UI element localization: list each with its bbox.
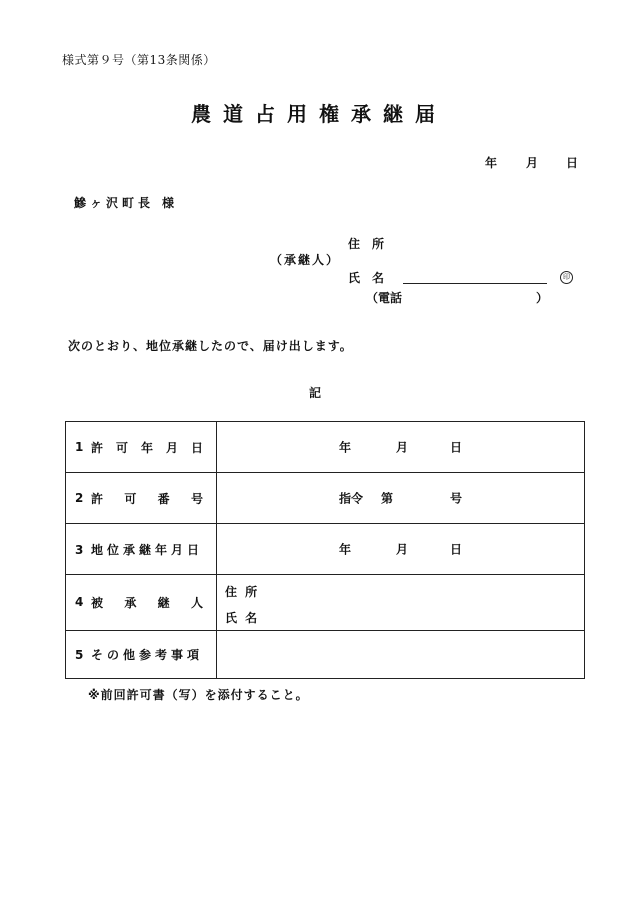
attachment-note: ※前回許可書（写）を添付すること。 xyxy=(88,688,309,702)
addressee-honorific: 様 xyxy=(162,196,179,210)
successor-field[interactable] xyxy=(217,575,585,631)
row-label: 1 許 可 年 月 日 xyxy=(66,422,217,473)
row-label: 5 その他参考事項 xyxy=(66,631,217,679)
date-month-label: 月 xyxy=(526,156,539,170)
successor-address-label: 住 所 xyxy=(225,585,260,599)
row-label: 3 地位承継年月日 xyxy=(66,524,217,575)
date-day-label: 日 xyxy=(566,156,579,170)
date-year-label: 年 xyxy=(485,156,498,170)
details-table xyxy=(65,421,585,679)
form-number: 様式第９号（第13条関係） xyxy=(62,53,216,67)
table-row xyxy=(66,473,585,524)
seal-mark-icon: 印 xyxy=(560,271,573,284)
table-row xyxy=(66,524,585,575)
applicant-name-label: 氏 名 xyxy=(348,271,385,285)
name-signature-line xyxy=(403,283,547,284)
applicant-address-label: 住 所 xyxy=(348,237,385,251)
document-title: 農道占用権承継届 xyxy=(191,102,447,126)
table-row xyxy=(66,631,585,679)
row-label: 2 許 可 番 号 xyxy=(66,473,217,524)
addressee xyxy=(74,194,178,211)
permit-number-field[interactable]: 指令 第 号 xyxy=(217,473,585,524)
permit-date-field[interactable]: 年 月 日 xyxy=(217,422,585,473)
addressee-name: 鰺ヶ沢町長 xyxy=(74,196,155,210)
phone-label: （電話 xyxy=(366,291,403,305)
successor-name-label: 氏 名 xyxy=(225,611,260,625)
table-row xyxy=(66,575,585,631)
other-notes-field[interactable] xyxy=(217,631,585,679)
table-row xyxy=(66,422,585,473)
succession-date-field[interactable]: 年 月 日 xyxy=(217,524,585,575)
phone-close: ） xyxy=(536,291,549,305)
row-label: 4 被 承 継 人 xyxy=(66,575,217,631)
statement-text: 次のとおり、地位承継したので、届け出します。 xyxy=(68,339,353,353)
applicant-role: （承継人） xyxy=(270,253,341,267)
ki-heading: 記 xyxy=(308,386,321,400)
